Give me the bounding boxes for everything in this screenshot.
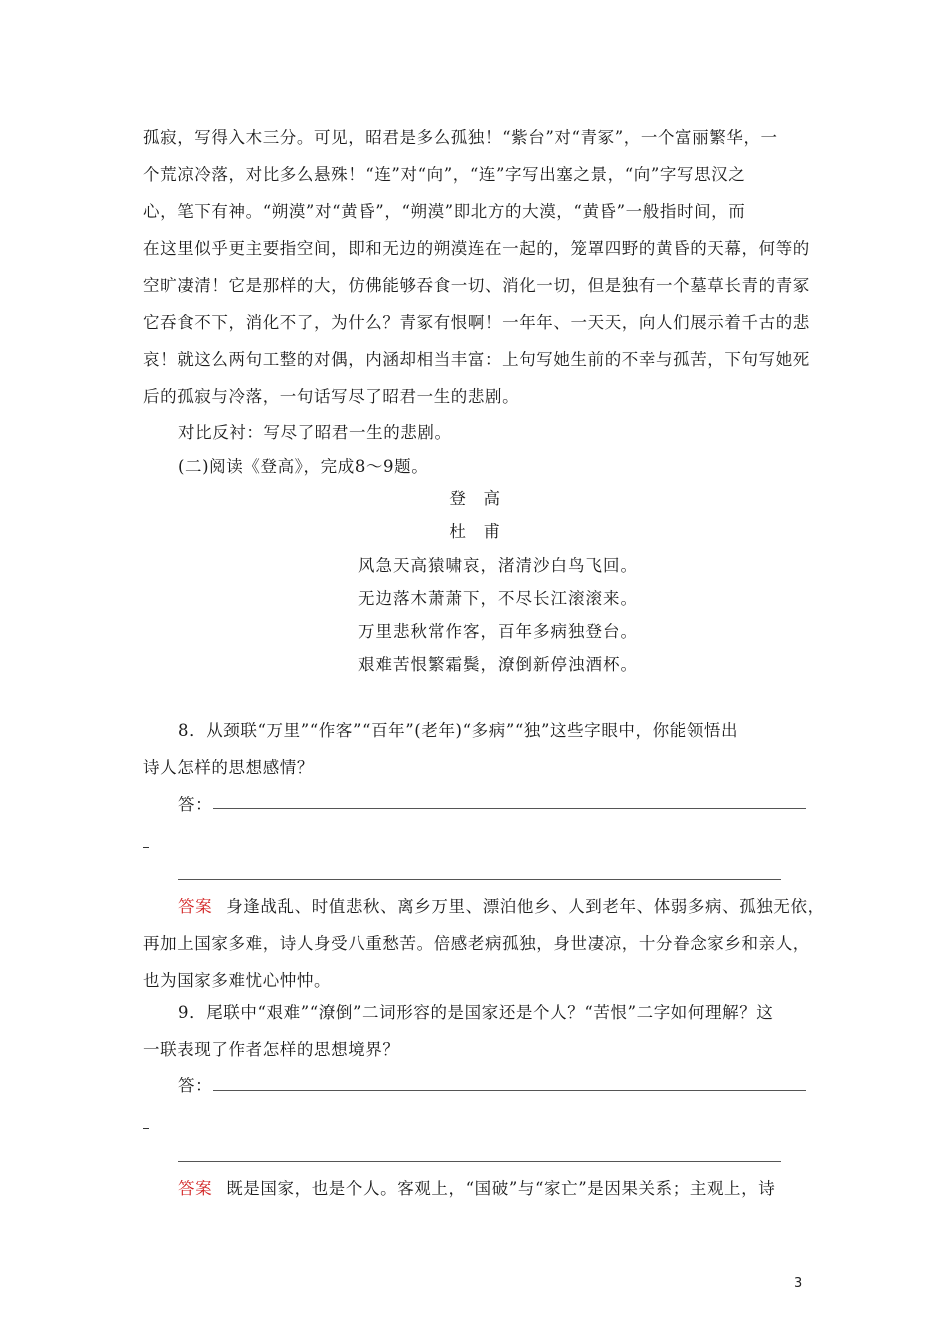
q8-answer-dash xyxy=(143,847,149,848)
analysis-line: 孤寂，写得入木三分。可见，昭君是多么孤独！“紫台”对“青冢”，一个富丽繁华，一 xyxy=(143,128,778,147)
poem-line: 风急天高猿啸哀，渚清沙白鸟飞回。 xyxy=(358,556,638,575)
poem-title: 登 高 xyxy=(449,489,501,508)
analysis-line: 后的孤寂与冷落，一句话写尽了昭君一生的悲剧。 xyxy=(143,387,520,406)
analysis-line: 空旷凄清！它是那样的大，仿佛能够吞食一切、消化一切，但是独有一个墓草长青的青冢 xyxy=(143,276,810,295)
analysis-line: 心，笔下有神。“朔漠”对“黄昏”，“朔漠”即北方的大漠，“黄昏”一般指时间，而 xyxy=(143,202,746,221)
q8-answer-input-line-2[interactable] xyxy=(178,879,781,880)
q9-question-line: 一联表现了作者怎样的思想境界？ xyxy=(143,1040,400,1059)
q8-question-line: 诗人怎样的思想感情？ xyxy=(143,758,314,777)
analysis-line: 哀！就这么两句工整的对偶，内涵却相当丰富：上句写她生前的不幸与孤苦，下句写她死 xyxy=(143,350,810,369)
poem-line: 万里悲秋常作客，百年多病独登台。 xyxy=(358,622,638,641)
q9-question-line: 9．尾联中“艰难”“潦倒”二词形容的是国家还是个人？“苦恨”二字如何理解？这 xyxy=(178,1003,774,1022)
q9-answer-text: 既是国家，也是个人。客观上，“国破”与“家亡”是因果关系；主观上，诗 xyxy=(226,1179,776,1198)
q8-answer-input-line[interactable] xyxy=(213,808,806,809)
analysis-line: 在这里似乎更主要指空间，即和无边的朔漠连在一起的，笼罩四野的黄昏的天幕，何等的 xyxy=(143,239,810,258)
q9-answer-prompt: 答： xyxy=(178,1076,213,1095)
q8-answer-prompt: 答： xyxy=(178,795,213,814)
q8-question-line: 8．从颈联“万里”“作客”“百年”(老年)“多病”“独”这些字眼中，你能领悟出 xyxy=(178,721,739,740)
analysis-line: 它吞食不下，消化不了，为什么？青冢有恨啊！一年年、一天天，向人们展示着千古的悲 xyxy=(143,313,810,332)
answer-label: 答案 xyxy=(178,1179,213,1198)
poem-line: 无边落木萧萧下，不尽长江滚滚来。 xyxy=(358,589,638,608)
section-heading: (二)阅读《登高》，完成8～9题。 xyxy=(178,457,429,476)
q9-answer-input-line[interactable] xyxy=(213,1090,806,1091)
answer-label: 答案 xyxy=(178,897,213,916)
q9-answer-dash xyxy=(143,1128,149,1129)
q8-answer-line: 也为国家多难忧心忡忡。 xyxy=(143,971,332,990)
poem-author: 杜 甫 xyxy=(449,522,501,541)
analysis-line: 个荒凉冷落，对比多么悬殊！“连”对“向”，“连”字写出塞之景，“向”字写思汉之 xyxy=(143,165,746,184)
q9-answer-input-line-2[interactable] xyxy=(178,1161,781,1162)
q8-answer-text: 身逢战乱、时值悲秋、离乡万里、漂泊他乡、人到老年、体弱多病、孤独无依， xyxy=(226,897,825,916)
page-number: 3 xyxy=(794,1276,803,1291)
q9-answer-line xyxy=(178,1179,848,1199)
poem-line: 艰难苦恨繁霜鬓，潦倒新停浊酒杯。 xyxy=(358,655,638,674)
contrast-note: 对比反衬：写尽了昭君一生的悲剧。 xyxy=(178,423,452,442)
q8-answer-line xyxy=(178,897,848,917)
q8-answer-line: 再加上国家多难，诗人身受八重愁苦。倍感老病孤独，身世凄凉，十分眷念家乡和亲人， xyxy=(143,934,810,953)
